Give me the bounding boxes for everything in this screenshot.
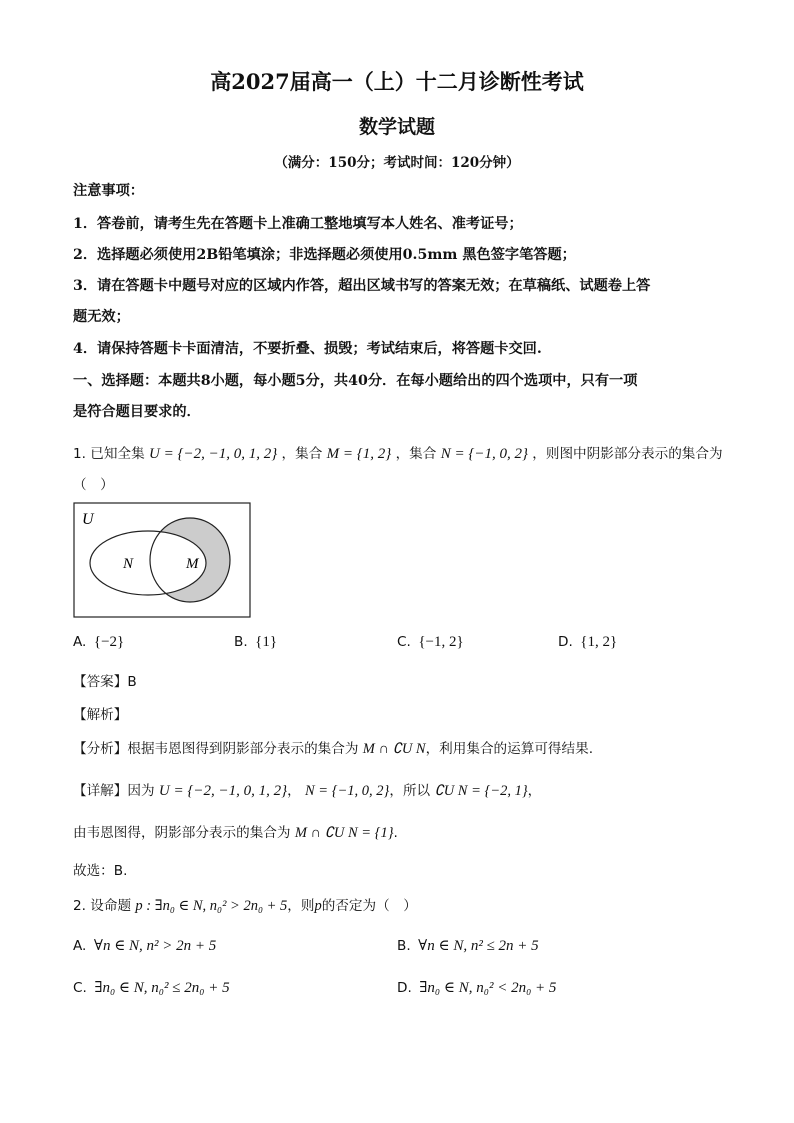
notes-heading: 注意事项： xyxy=(73,183,144,199)
q1-option-d xyxy=(558,634,617,651)
q2-option-c xyxy=(73,978,230,997)
conclusion-text: 由韦恩图得，阴影部分表示的集合为 xyxy=(73,825,291,841)
detail-end: ， xyxy=(527,783,542,799)
q1-paren: （ ） xyxy=(73,477,114,493)
detail-u-set: U = {−2, −1, 0, 1, 2} xyxy=(158,783,288,799)
detail-text-a: 因为 xyxy=(127,783,155,799)
fenxi-text-a: 根据韦恩图得到阴影部分表示的集合为 xyxy=(127,741,359,757)
conclusion-end: . xyxy=(393,825,398,841)
q2-stem xyxy=(73,894,417,915)
detail-n-set: N = {−1, 0, 2} xyxy=(305,783,390,799)
q1-answer xyxy=(73,670,137,690)
detail-sep: ， xyxy=(287,783,301,799)
detail-complement: ∁U N = {−2, 1} xyxy=(434,783,528,799)
q1-set-n: N = {−1, 0, 2} xyxy=(440,446,528,462)
section-heading: 一、选择题：本题共8小题，每小题5分，共40分．在每小题给出的四个选项中，只有一项 xyxy=(73,373,638,389)
q2-option-b-value: ∀n ∈ N, n² ≤ 2n + 5 xyxy=(418,938,539,954)
q1-conclusion xyxy=(73,821,398,842)
exam-meta: （满分：150分；考试时间：120分钟） xyxy=(274,155,520,171)
section-heading-cont: 是符合题目要求的． xyxy=(73,404,201,420)
q1-set-m: M = {1, 2} xyxy=(326,446,392,462)
q1-stem-text-b: ，集合 xyxy=(281,446,323,462)
detail-tag: 【详解】 xyxy=(73,783,128,799)
q1-option-c-value: {−1, 2} xyxy=(418,634,464,650)
q1-option-b-label: B. xyxy=(234,634,248,650)
q1-option-b-value: {1} xyxy=(255,634,278,650)
fenxi-text-b: ，利用集合的运算可得结果. xyxy=(425,741,594,757)
q1-stem xyxy=(73,442,723,463)
q1-option-a-value: {−2} xyxy=(93,634,125,650)
q1-universal-set: U = {−2, −1, 0, 1, 2} xyxy=(149,446,278,462)
q2-option-b xyxy=(397,936,539,955)
note-item-3: 3．请在答题卡中题号对应的区域内作答，超出区域书写的答案无效；在草稿纸、试题卷上答 xyxy=(73,278,651,294)
exam-subject: 数学试题 xyxy=(358,116,435,138)
q2-stem-text-c: 的否定为（ ） xyxy=(321,898,417,914)
q1-option-d-label: D. xyxy=(558,634,573,650)
q1-option-a xyxy=(73,634,124,651)
q1-stem-text-c: ，集合 xyxy=(395,446,437,462)
q1-option-d-value: {1, 2} xyxy=(580,634,618,650)
q2-option-c-value: ∃n₀ ∈ N, n₀² ≤ 2n₀ + 5 xyxy=(94,980,230,996)
q2-option-b-label: B. xyxy=(397,938,411,954)
venn-label-n: N xyxy=(123,556,134,572)
q2-proposition: p : ∃n₀ ∈ N, n₀² > 2n₀ + 5 xyxy=(135,898,288,914)
q2-option-d-value: ∃n₀ ∈ N, n₀² < 2n₀ + 5 xyxy=(419,980,557,996)
note-item-1: 1．答卷前，请考生先在答题卡上准确工整地填写本人姓名、准考证号； xyxy=(73,216,523,232)
note-item-3-cont: 题无效； xyxy=(73,309,130,325)
q1-option-c-label: C. xyxy=(397,634,411,650)
venn-label-u: U xyxy=(82,511,94,528)
q1-stem-text-d: ，则图中阴影部分表示的集合为 xyxy=(532,446,723,462)
q2-p: p xyxy=(314,898,322,914)
note-item-2: 2．选择题必须使用2B铅笔填涂；非选择题必须使用0.5mm 黑色签字笔答题； xyxy=(73,247,576,263)
q2-stem-text-a: 2. 设命题 xyxy=(73,898,132,914)
fenxi-expr: M ∩ ∁U N xyxy=(362,741,426,757)
q1-option-b xyxy=(234,634,277,651)
venn-diagram xyxy=(73,502,253,620)
q2-stem-text-b: ，则 xyxy=(287,898,315,914)
answer-tag: 【答案】 xyxy=(73,674,128,690)
q1-option-c xyxy=(397,634,464,651)
venn-label-m: M xyxy=(186,556,199,572)
q1-detail xyxy=(73,779,541,800)
answer-value: B xyxy=(127,674,137,690)
q1-analysis-tag: 【解析】 xyxy=(73,707,128,723)
exam-title: 高2027届高一（上）十二月诊断性考试 xyxy=(210,69,584,94)
q2-option-d-label: D. xyxy=(397,980,412,996)
q1-stem-text-a: 1. 已知全集 xyxy=(73,446,145,462)
q1-choose: 故选：B. xyxy=(73,863,128,879)
q1-option-a-label: A. xyxy=(73,634,87,650)
conclusion-expr: M ∩ ∁U N = {1} xyxy=(294,825,394,841)
q2-option-c-label: C. xyxy=(73,980,87,996)
q2-option-a xyxy=(73,936,216,955)
q2-option-a-label: A. xyxy=(73,938,87,954)
detail-text-b: ，所以 xyxy=(389,783,431,799)
q2-option-d xyxy=(397,978,556,997)
q2-option-a-value: ∀n ∈ N, n² > 2n + 5 xyxy=(93,938,217,954)
q1-fenxi xyxy=(73,737,593,758)
note-item-4: 4．请保持答题卡卡面清洁，不要折叠、损毁；考试结束后，将答题卡交回. xyxy=(73,341,542,357)
fenxi-tag: 【分析】 xyxy=(73,741,128,757)
